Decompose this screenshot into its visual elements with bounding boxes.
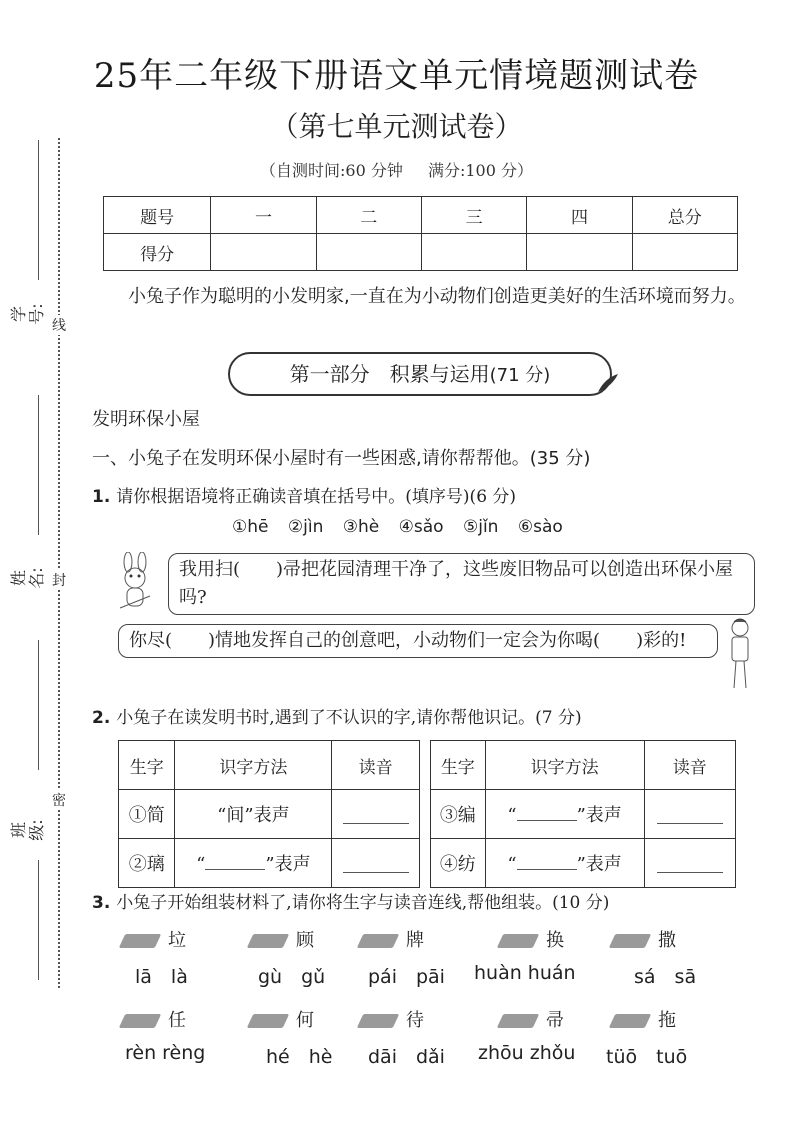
score-table [103, 196, 738, 271]
q3-char-item[interactable]: 换 [500, 926, 564, 952]
method-answer-blank[interactable] [517, 853, 577, 870]
part-one-points: (71 分) [489, 365, 551, 386]
q3-text: 小兔子开始组装材料了,请你将生字与读音连线,帮他组装。(10 分) [116, 893, 610, 913]
banji-rule-top [38, 640, 39, 770]
q3-number: 3. [92, 893, 111, 913]
question-1 [92, 482, 516, 507]
table-row [119, 790, 420, 839]
material-icon [247, 934, 290, 948]
q1-option: ③hè [342, 517, 380, 537]
q3-pinyin[interactable]: zhōu zhǒu [478, 1042, 576, 1064]
part-one-banner [228, 352, 612, 396]
time-info [0, 158, 793, 181]
q3-pinyin[interactable]: sá sā [634, 966, 697, 988]
xingming-rule [38, 395, 39, 535]
boy-speech-bubble: 你尽( )情地发挥自己的创意吧，小动物们一定会为你喝( )彩的! [118, 624, 718, 658]
q1-option: ①hē [232, 517, 269, 537]
q3-char-item[interactable]: 顾 [250, 926, 314, 952]
question-2 [92, 703, 582, 728]
section-title: 发明环保小屋 [92, 409, 200, 430]
header-method: 识字方法 [485, 741, 644, 790]
q1-options [232, 517, 577, 537]
cell-defen: 得分 [104, 234, 211, 271]
char-cell: ④纺 [431, 839, 486, 888]
question-3 [92, 888, 609, 913]
rabbit-icon [112, 552, 158, 612]
method-answer-blank[interactable] [517, 804, 577, 821]
q3-pinyin[interactable]: huàn huán [474, 962, 576, 984]
cell-q3: 三 [421, 197, 526, 234]
method-cell: “ ”表声 [485, 839, 644, 888]
method-cell: “ ”表声 [485, 790, 644, 839]
q1-option: ⑥sào [517, 517, 563, 537]
cell-q1: 一 [211, 197, 316, 234]
material-icon [609, 1014, 652, 1028]
reading-answer-blank[interactable] [644, 839, 735, 888]
part-one-label: 第一部分 积累与运用 [289, 362, 490, 386]
margin-xian: 线 [50, 315, 68, 335]
material-icon [357, 934, 400, 948]
q3-char-item[interactable]: 何 [250, 1006, 314, 1032]
char-cell: ②璃 [119, 839, 175, 888]
banji-label: 班级: [9, 819, 46, 841]
q3-pinyin[interactable]: lā là [135, 966, 188, 988]
margin-feng: 封 [50, 570, 68, 590]
score-input-1[interactable] [211, 234, 316, 271]
rabbit-speech-bubble: 我用扫( )帚把花园清理干净了，这些废旧物品可以创造出环保小屋吗? [168, 553, 755, 615]
q3-pinyin[interactable]: pái pāi [368, 966, 445, 988]
header-shengzi: 生字 [119, 741, 175, 790]
header-method: 识字方法 [175, 741, 332, 790]
full-score: 满分:100 分） [427, 161, 533, 180]
char-cell: ①简 [119, 790, 175, 839]
material-icon [357, 1014, 400, 1028]
boy-icon [722, 618, 758, 692]
reading-answer-blank[interactable] [644, 790, 735, 839]
q3-char-item[interactable]: 任 [122, 1006, 186, 1032]
score-input-total[interactable] [632, 234, 737, 271]
material-icon [609, 934, 652, 948]
material-icon [119, 1014, 162, 1028]
method-cell: “ ”表声 [175, 839, 332, 888]
leaf-decoration-icon [596, 370, 620, 396]
xuehao-rule [38, 140, 39, 280]
reading-answer-blank[interactable] [332, 839, 420, 888]
page-subtitle: （第七单元测试卷） [270, 110, 523, 143]
q3-char-item[interactable]: 垃 [122, 926, 186, 952]
cell-q2: 二 [316, 197, 421, 234]
method-answer-blank[interactable] [205, 853, 265, 870]
q2-text: 小兔子在读发明书时,遇到了不认识的字,请你帮他识记。(7 分) [116, 708, 582, 728]
margin-mi: 密 [50, 790, 68, 810]
intro-paragraph: 小兔子作为聪明的小发明家,一直在为小动物们创造更美好的生活环境而努力。 [128, 286, 746, 307]
q3-pinyin[interactable]: tüō tuō [606, 1046, 688, 1068]
q1-option: ④sǎo [398, 517, 444, 537]
cell-tihao: 题号 [104, 197, 211, 234]
header-reading: 读音 [644, 741, 735, 790]
xingming-label: 姓名: [9, 567, 46, 589]
q3-char-item[interactable]: 牌 [360, 926, 424, 952]
q3-char-item[interactable]: 撒 [612, 926, 676, 952]
table-row [119, 839, 420, 888]
score-header-row [104, 197, 738, 234]
method-cell: “间”表声 [175, 790, 332, 839]
table-row [431, 790, 736, 839]
material-icon [119, 934, 162, 948]
binding-dotted-line [58, 138, 60, 988]
material-icon [247, 1014, 290, 1028]
char-table-left [118, 740, 420, 888]
score-value-row [104, 234, 738, 271]
q3-char-item[interactable]: 拖 [612, 1006, 676, 1032]
q3-pinyin[interactable]: rèn rèng [125, 1042, 206, 1064]
q2-number: 2. [92, 708, 111, 728]
table-row [431, 839, 736, 888]
score-input-3[interactable] [421, 234, 526, 271]
time-limit: （自测时间:60 分钟 [260, 161, 403, 180]
cell-total: 总分 [632, 197, 737, 234]
q3-char-item[interactable]: 待 [360, 1006, 424, 1032]
banji-rule-bottom [38, 860, 39, 980]
q1-option: ②jìn [287, 517, 324, 537]
q3-char-item[interactable]: 帚 [500, 1006, 564, 1032]
q3-pinyin[interactable]: hé hè [266, 1046, 333, 1068]
q3-pinyin[interactable]: gù gǔ [258, 966, 326, 988]
header-reading: 读音 [332, 741, 420, 790]
header-shengzi: 生字 [431, 741, 486, 790]
material-icon [497, 1014, 540, 1028]
q1-number: 1. [92, 487, 111, 507]
q1-text: 请你根据语境将正确读音填在括号中。(填序号)(6 分) [116, 487, 517, 507]
xuehao-label: 学号: [9, 303, 46, 325]
score-input-4[interactable] [527, 234, 632, 271]
q3-pinyin[interactable]: dāi dǎi [368, 1046, 445, 1068]
reading-answer-blank[interactable] [332, 790, 420, 839]
question-group-one: 一、小兔子在发明环保小屋时有一些困惑,请你帮帮他。(35 分) [92, 448, 591, 469]
page-title: 25年二年级下册语文单元情境题测试卷 [93, 56, 700, 96]
score-input-2[interactable] [316, 234, 421, 271]
q1-option: ⑤jǐn [462, 517, 499, 537]
material-icon [497, 934, 540, 948]
char-table-right [430, 740, 736, 888]
cell-q4: 四 [527, 197, 632, 234]
char-cell: ③编 [431, 790, 486, 839]
